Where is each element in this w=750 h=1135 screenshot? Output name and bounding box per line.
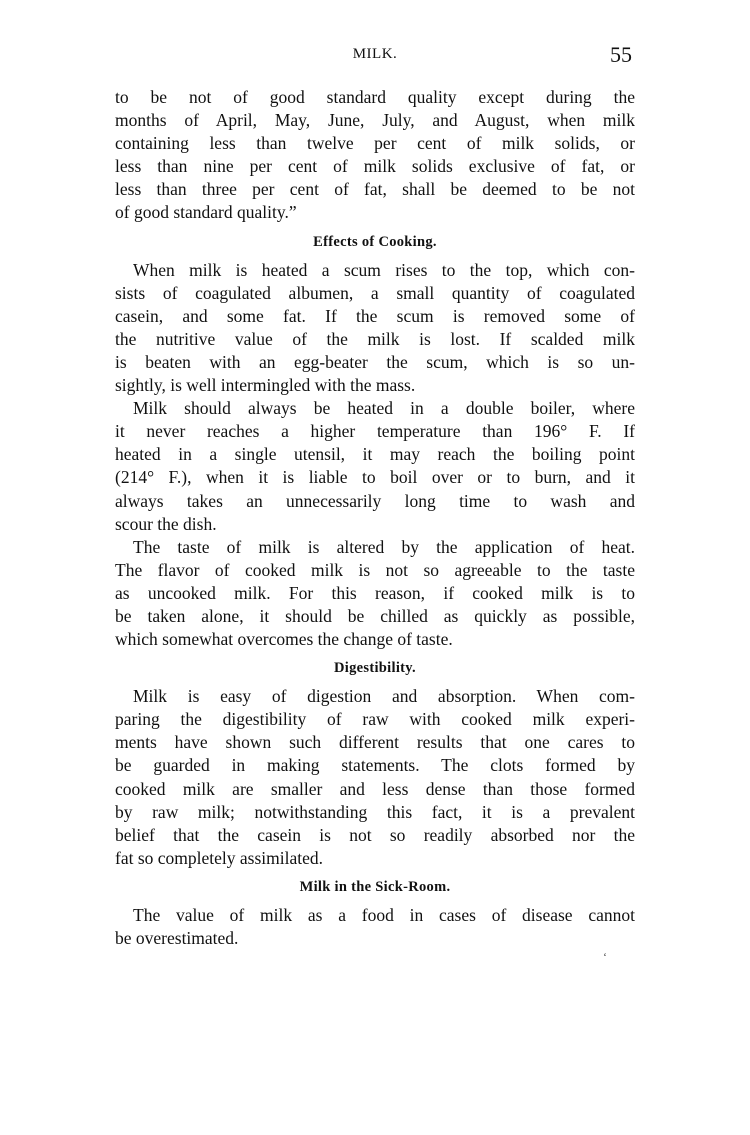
text-line: as uncooked milk. For this reason, if cooked milk is to (115, 582, 635, 603)
text-line: less than nine per cent of milk solids exclusive of fat, or (115, 156, 635, 177)
paragraph-scum (115, 259, 635, 398)
text-line: of good standard quality.” (115, 202, 297, 223)
text-line: (214° F.), when it is liable to boil over or to burn, and it (115, 467, 635, 488)
text-line: which somewhat overcomes the change of taste. (115, 629, 453, 650)
text-line: cooked milk are smaller and less dense than those formed (115, 778, 635, 799)
text-line: be guarded in making statements. The clots formed by (115, 755, 635, 776)
text-line: The taste of milk is altered by the application of heat. (133, 536, 635, 557)
paragraph-double-boiler (115, 397, 635, 536)
text-line: belief that the casein is not so readily absorbed nor the (115, 824, 635, 845)
page-number: 55 (610, 42, 632, 67)
section-heading-sick-room: Milk in the Sick-Room. (299, 878, 451, 895)
paragraph-digestion (115, 685, 635, 870)
text-line: scour the dish. (115, 513, 217, 534)
text-line: The flavor of cooked milk is not so agreeable to the taste (115, 559, 635, 580)
text-line: fat so completely assimilated. (115, 847, 324, 868)
text-line: be taken alone, it should be chilled as quickly as possible, (115, 605, 635, 626)
text-line: the nutritive value of the milk is lost. If scalded milk (115, 328, 635, 349)
paragraph-taste (115, 536, 635, 651)
text-line: it never reaches a higher temperature than 196° F. If (115, 421, 635, 442)
text-line: months of April, May, June, July, and August, when milk (115, 110, 635, 131)
text-line: casein, and some fat. If the scum is removed some of (115, 305, 635, 326)
text-line: always takes an unnecessarily long time to wash and (115, 490, 635, 511)
print-speck: ‘ (603, 950, 607, 964)
intro-paragraph (115, 86, 635, 225)
text-line: ments have shown such different results that one cares to (115, 732, 635, 753)
text-line: heated in a single utensil, it may reach the boiling point (115, 444, 635, 465)
section-heading-digestibility: Digestibility. (334, 660, 416, 677)
text-line: is beaten with an egg-beater the scum, which is so un- (115, 351, 635, 372)
text-line: Milk should always be heated in a double boiler, where (133, 398, 635, 419)
text-line: containing less than twelve per cent of milk solids, or (115, 133, 635, 154)
text-line: When milk is heated a scum rises to the top, which con- (133, 259, 635, 280)
text-line: less than three per cent of fat, shall be deemed to be not (115, 179, 635, 200)
text-line: be overestimated. (115, 928, 239, 948)
page-header (0, 44, 750, 70)
paragraph-value (115, 904, 635, 950)
text-line: sists of coagulated albumen, a small quantity of coagulated (115, 282, 635, 303)
text-line: The value of milk as a food in cases of disease cannot (133, 904, 635, 925)
text-line: paring the digestibility of raw with cooked milk experi- (115, 709, 635, 730)
text-line: by raw milk; notwithstanding this fact, it is a prevalent (115, 801, 635, 822)
text-line: to be not of good standard quality except during the (115, 87, 635, 107)
running-head: MILK. (352, 46, 398, 62)
section-heading-effects-of-cooking: Effects of Cooking. (313, 233, 437, 250)
text-line: Milk is easy of digestion and absorption. When com- (133, 686, 635, 707)
body-text (115, 86, 635, 950)
text-line: sightly, is well intermingled with the mass. (115, 375, 416, 396)
